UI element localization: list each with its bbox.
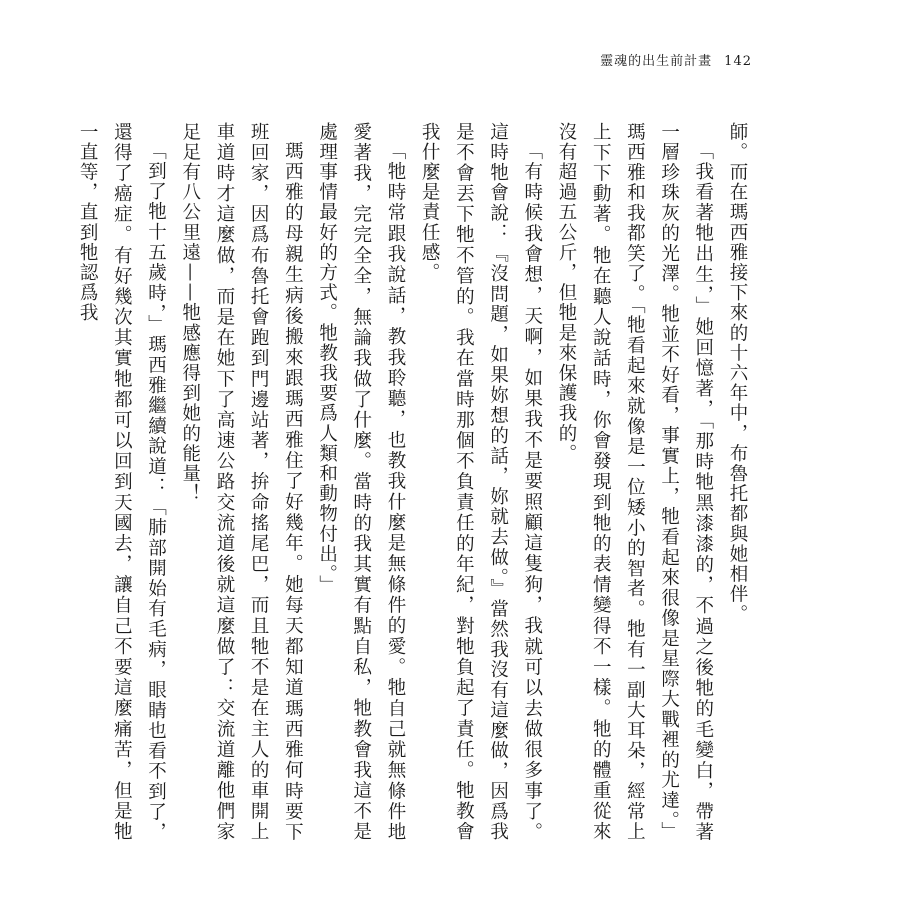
paragraph-4: 「牠時常跟我說話，教我聆聽，也教我什麼是無條件的愛。牠自己就無條件地愛著我，完完全全，無論我做了什麼。當時的我其實有點自私，牠教會我這不是處理事情最好的方式。牠教我要爲人類和動物付出。」: [316, 122, 406, 842]
page-number: 142: [724, 54, 752, 69]
paragraph-3: 「有時候我會想，天啊，如果我不是要照顧這隻狗，我就可以去做很多事了。這時牠會說：『沒問題，如果妳想的話，妳就去做。』當然我沒有這麼做，因爲我是不會丟下牠不管的。我在當時那個不負責任的年紀，對牠負起了責任。牠教會我什麼是責任感。: [419, 122, 543, 842]
paragraph-6: 「到了牠十五歲時，」瑪西雅繼續說道：「肺部開始有毛病，眼睛也看不到了，還得了癌症。有好幾次其實牠都可以回到天國去，讓自己不要這麼痛苦，但是牠一直等，直到牠認爲我: [77, 122, 167, 842]
running-head: [600, 50, 752, 69]
paragraph-2: 「我看著牠出生，」她回憶著，「那時牠黑漆漆的，不過之後牠的毛變白，帶著一層珍珠灰的光澤。牠並不好看，事實上，牠看起來很像是星際大戰裡的尤達。」瑪西雅和我都笑了。「牠看起來就像是一位矮小的智者。牠有一副大耳朵，經常上上下下動著。牠在聽人說話時，你會發現到牠的表情變得不一樣。牠的體重從來沒有超過五公斤，但牠是來保護我的。: [555, 122, 714, 842]
body-text: [77, 122, 754, 842]
book-title: 靈魂的出生前計畫: [600, 54, 713, 69]
paragraph-5: 瑪西雅的母親生病後搬來跟瑪西雅住了好幾年。她每天都知道瑪西雅何時要下班回家，因爲布魯托會跑到門邊站著，拚命搖尾巴，而且牠不是在主人的車開上車道時才這麼做，而是在她下了高速公路交流道後就這麼做了：交流道離他們家足足有八公里遠——牠感應得到她的能量！: [179, 122, 304, 842]
paragraph-1: 師。而在瑪西雅接下來的十六年中，布魯托都與她相伴。: [727, 122, 748, 625]
